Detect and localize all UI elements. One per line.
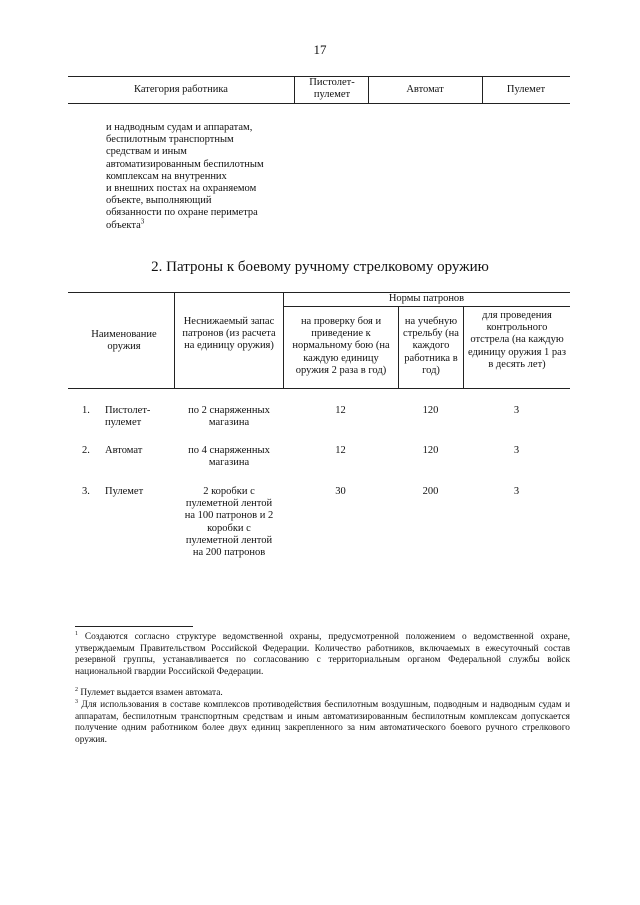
row-zeroing: 12 <box>335 445 346 456</box>
ammo-table-col-divider <box>463 306 464 388</box>
continuation-line: беспилотным транспортным <box>106 134 234 146</box>
continuation-text <box>106 122 296 232</box>
header-weapon-name: Наименование оружия <box>91 329 157 353</box>
continuation-line: автоматизированным беспилотным <box>106 158 264 170</box>
footnote-text: Для использования в составе комплексов противодействия беспилотным воздушным, подводным и надводным судам и аппаратам, беспилотным транспортным средствам и иным автоматизированным беспилотным комплексам допускается получение одним работником более двух единиц закрепленного за ним автоматического боевого ручного стрелкового оружия. <box>75 700 570 745</box>
page-number: 17 <box>313 42 327 57</box>
ammo-table-rule-group <box>283 306 570 307</box>
footnote-number: 2 <box>75 686 78 693</box>
header-training: на учебную стрельбу (на каждого работника в год) <box>403 316 459 376</box>
footnote-number: 3 <box>75 698 78 705</box>
continuation-line: и внешних постах на охраняемом <box>106 183 257 195</box>
row-number: 3. <box>82 486 90 497</box>
continuation-line: комплексам на внутренних <box>106 170 227 182</box>
continuation-line: средствам и иным <box>106 146 187 158</box>
footnote <box>75 688 570 700</box>
continuation-line <box>106 217 296 232</box>
header-machine-gun: Пулемет <box>506 84 546 95</box>
header-submachine-gun: Пистолет-пулемет <box>309 77 355 100</box>
footnote-number: 1 <box>75 630 78 637</box>
continuation-line: и надводным судам и аппаратам, <box>106 122 253 133</box>
header-ammo-norms: Нормы патронов <box>388 293 465 304</box>
row-control: 3 <box>513 405 520 416</box>
continuation-line: обязанности по охране периметра <box>106 207 258 219</box>
row-weapon-name: Пистолет-пулемет <box>105 405 151 429</box>
footnote <box>75 632 570 678</box>
row-reserve: по 4 снаряженных магазина <box>188 445 270 469</box>
continuation-line-text: объекта <box>106 219 141 231</box>
ammo-table-col-divider <box>283 292 284 388</box>
row-control: 3 <box>513 445 520 456</box>
header-reserve: Неснижаемый запас патронов (из расчета на единицу оружия) <box>182 316 276 352</box>
ammo-table-col-divider <box>174 292 175 388</box>
footnote-text: Пулемет выдается взамен автомата. <box>80 688 223 698</box>
row-reserve: 2 коробки с пулеметной лентой на 100 патронов и 2 коробки с пулеметной лентой на 200 патронов <box>184 486 274 559</box>
row-zeroing: 30 <box>335 486 346 497</box>
row-training: 200 <box>422 486 439 497</box>
header-control-shooting: для проведения контрольного отстрела (на каждую единицу оружия 1 раз в десять лет) <box>468 310 566 370</box>
row-control: 3 <box>513 486 520 497</box>
row-training: 120 <box>422 405 439 416</box>
continuation-line: объекте, выполняющий <box>106 195 212 207</box>
row-reserve: по 2 снаряженных магазина <box>188 405 270 429</box>
top-table-col-divider <box>294 76 295 103</box>
row-training: 120 <box>422 445 439 456</box>
footnote <box>75 700 570 746</box>
row-weapon-name: Автомат <box>105 445 143 456</box>
header-assault-rifle: Автомат <box>406 84 444 95</box>
row-weapon-name: Пулемет <box>105 486 144 497</box>
footnote-rule <box>75 626 193 627</box>
ammo-table-col-divider <box>398 306 399 388</box>
row-number: 1. <box>82 405 90 416</box>
row-number: 2. <box>82 445 90 456</box>
top-table-rule-bottom <box>68 103 570 104</box>
row-zeroing: 12 <box>335 405 346 416</box>
footnote-text: Создаются согласно структуре ведомственной охраны, предусмотренной положением о ведомственной охране, утверждаемым Правительством Российской Федерации. Количество работников, включаемых в ежесуточный состав резервной группы, устанавливается по согласованию с территориальным органом Федеральной службы войск национальной гвардии Российской Федерации. <box>75 632 570 677</box>
header-zeroing: на проверку боя и приведение к нормальному бою (на каждую единицу оружия 2 раза в год) <box>292 316 390 376</box>
ammo-table-rule-header-bottom <box>68 388 570 389</box>
footnote-mark: 3 <box>140 217 145 226</box>
header-worker-category: Категория работника <box>134 84 228 95</box>
section-title: 2. Патроны к боевому ручному стрелковому оружию <box>151 259 489 275</box>
